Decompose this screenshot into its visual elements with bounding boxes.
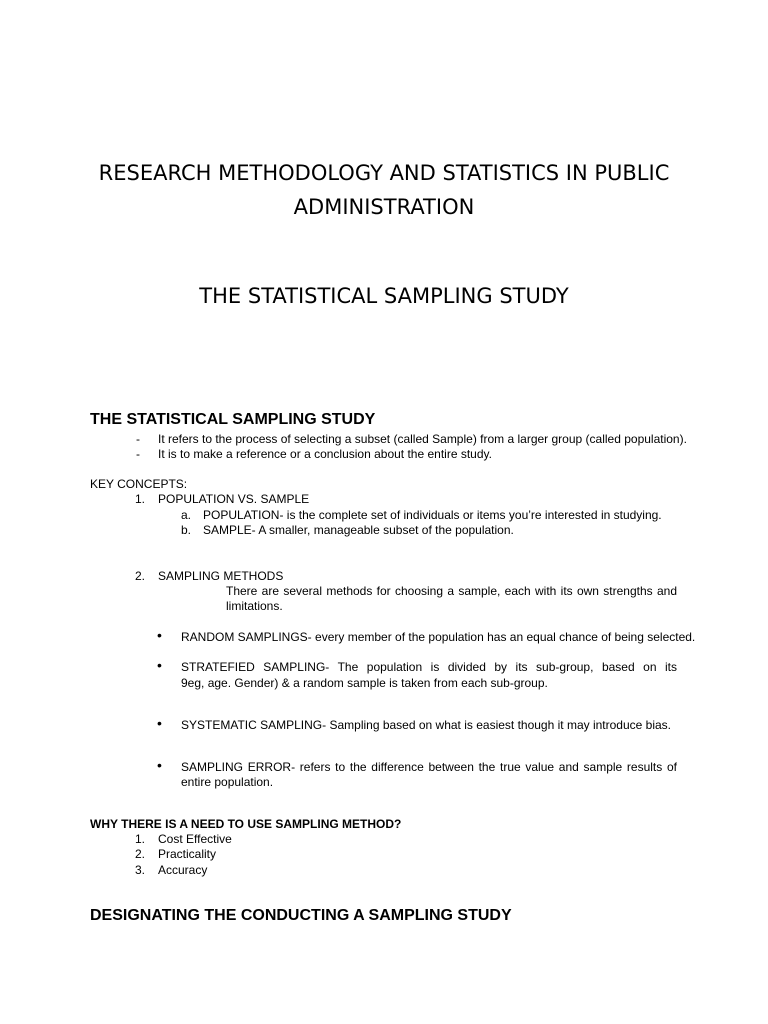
subtitle: THE STATISTICAL SAMPLING STUDY — [199, 284, 569, 308]
sub-item: SAMPLE- A smaller, manageable subset of the population. — [203, 523, 514, 537]
list-item-label: SAMPLING METHODS — [158, 569, 284, 583]
why-heading: WHY THERE IS A NEED TO USE SAMPLING METHOD? — [90, 817, 402, 831]
dash-item: It is to make a reference or a conclusion about the entire study. — [158, 447, 492, 461]
dash-marker: - — [136, 432, 140, 446]
list-number: 1. — [135, 492, 146, 506]
list-item-label: POPULATION VS. SAMPLE — [158, 492, 310, 506]
key-concepts-label: KEY CONCEPTS: — [90, 477, 188, 491]
list-item: Practicality — [158, 847, 217, 861]
bullet-icon: • — [157, 657, 162, 673]
list-number: 2. — [135, 847, 146, 861]
methods-intro-line: limitations. — [226, 599, 283, 613]
list-item: Accuracy — [158, 863, 208, 877]
list-number: 3. — [135, 863, 146, 877]
sub-item: POPULATION- is the complete set of individuals or items you’re interested in studying. — [203, 508, 662, 522]
dash-marker: - — [136, 447, 140, 461]
bullet-icon: • — [157, 757, 162, 773]
bullet-item: RANDOM SAMPLINGS- every member of the population has an equal chance of being selected. — [181, 630, 696, 644]
bullet-item: SYSTEMATIC SAMPLING- Sampling based on what is easiest though it may introduce bias. — [181, 718, 671, 732]
list-number: 2. — [135, 569, 146, 583]
methods-intro-line: There are several methods for choosing a sample, each with its own strengths and — [226, 584, 677, 598]
bullet-item: STRATEFIED SAMPLING- The population is divided by its sub-group, based on its — [181, 660, 677, 674]
bullet-item: SAMPLING ERROR- refers to the difference between the true value and sample results of — [181, 760, 677, 774]
list-number: 1. — [135, 832, 146, 846]
section-heading: THE STATISTICAL SAMPLING STUDY — [90, 411, 376, 428]
bullet-icon: • — [157, 715, 162, 731]
dash-item: It refers to the process of selecting a subset (called Sample) from a larger group (called population). — [158, 432, 687, 446]
section-heading: DESIGNATING THE CONDUCTING A SAMPLING STUDY — [90, 907, 512, 924]
sub-marker: a. — [181, 508, 192, 522]
bullet-item-cont: 9eg, age. Gender) & a random sample is taken from each sub-group. — [181, 676, 548, 690]
bullet-item-cont: entire population. — [181, 775, 274, 789]
list-item: Cost Effective — [158, 832, 232, 846]
sub-marker: b. — [181, 523, 192, 537]
bullet-icon: • — [157, 627, 162, 643]
main-title: RESEARCH METHODOLOGY AND STATISTICS IN PUBLIC ADMINISTRATION — [98, 161, 670, 219]
